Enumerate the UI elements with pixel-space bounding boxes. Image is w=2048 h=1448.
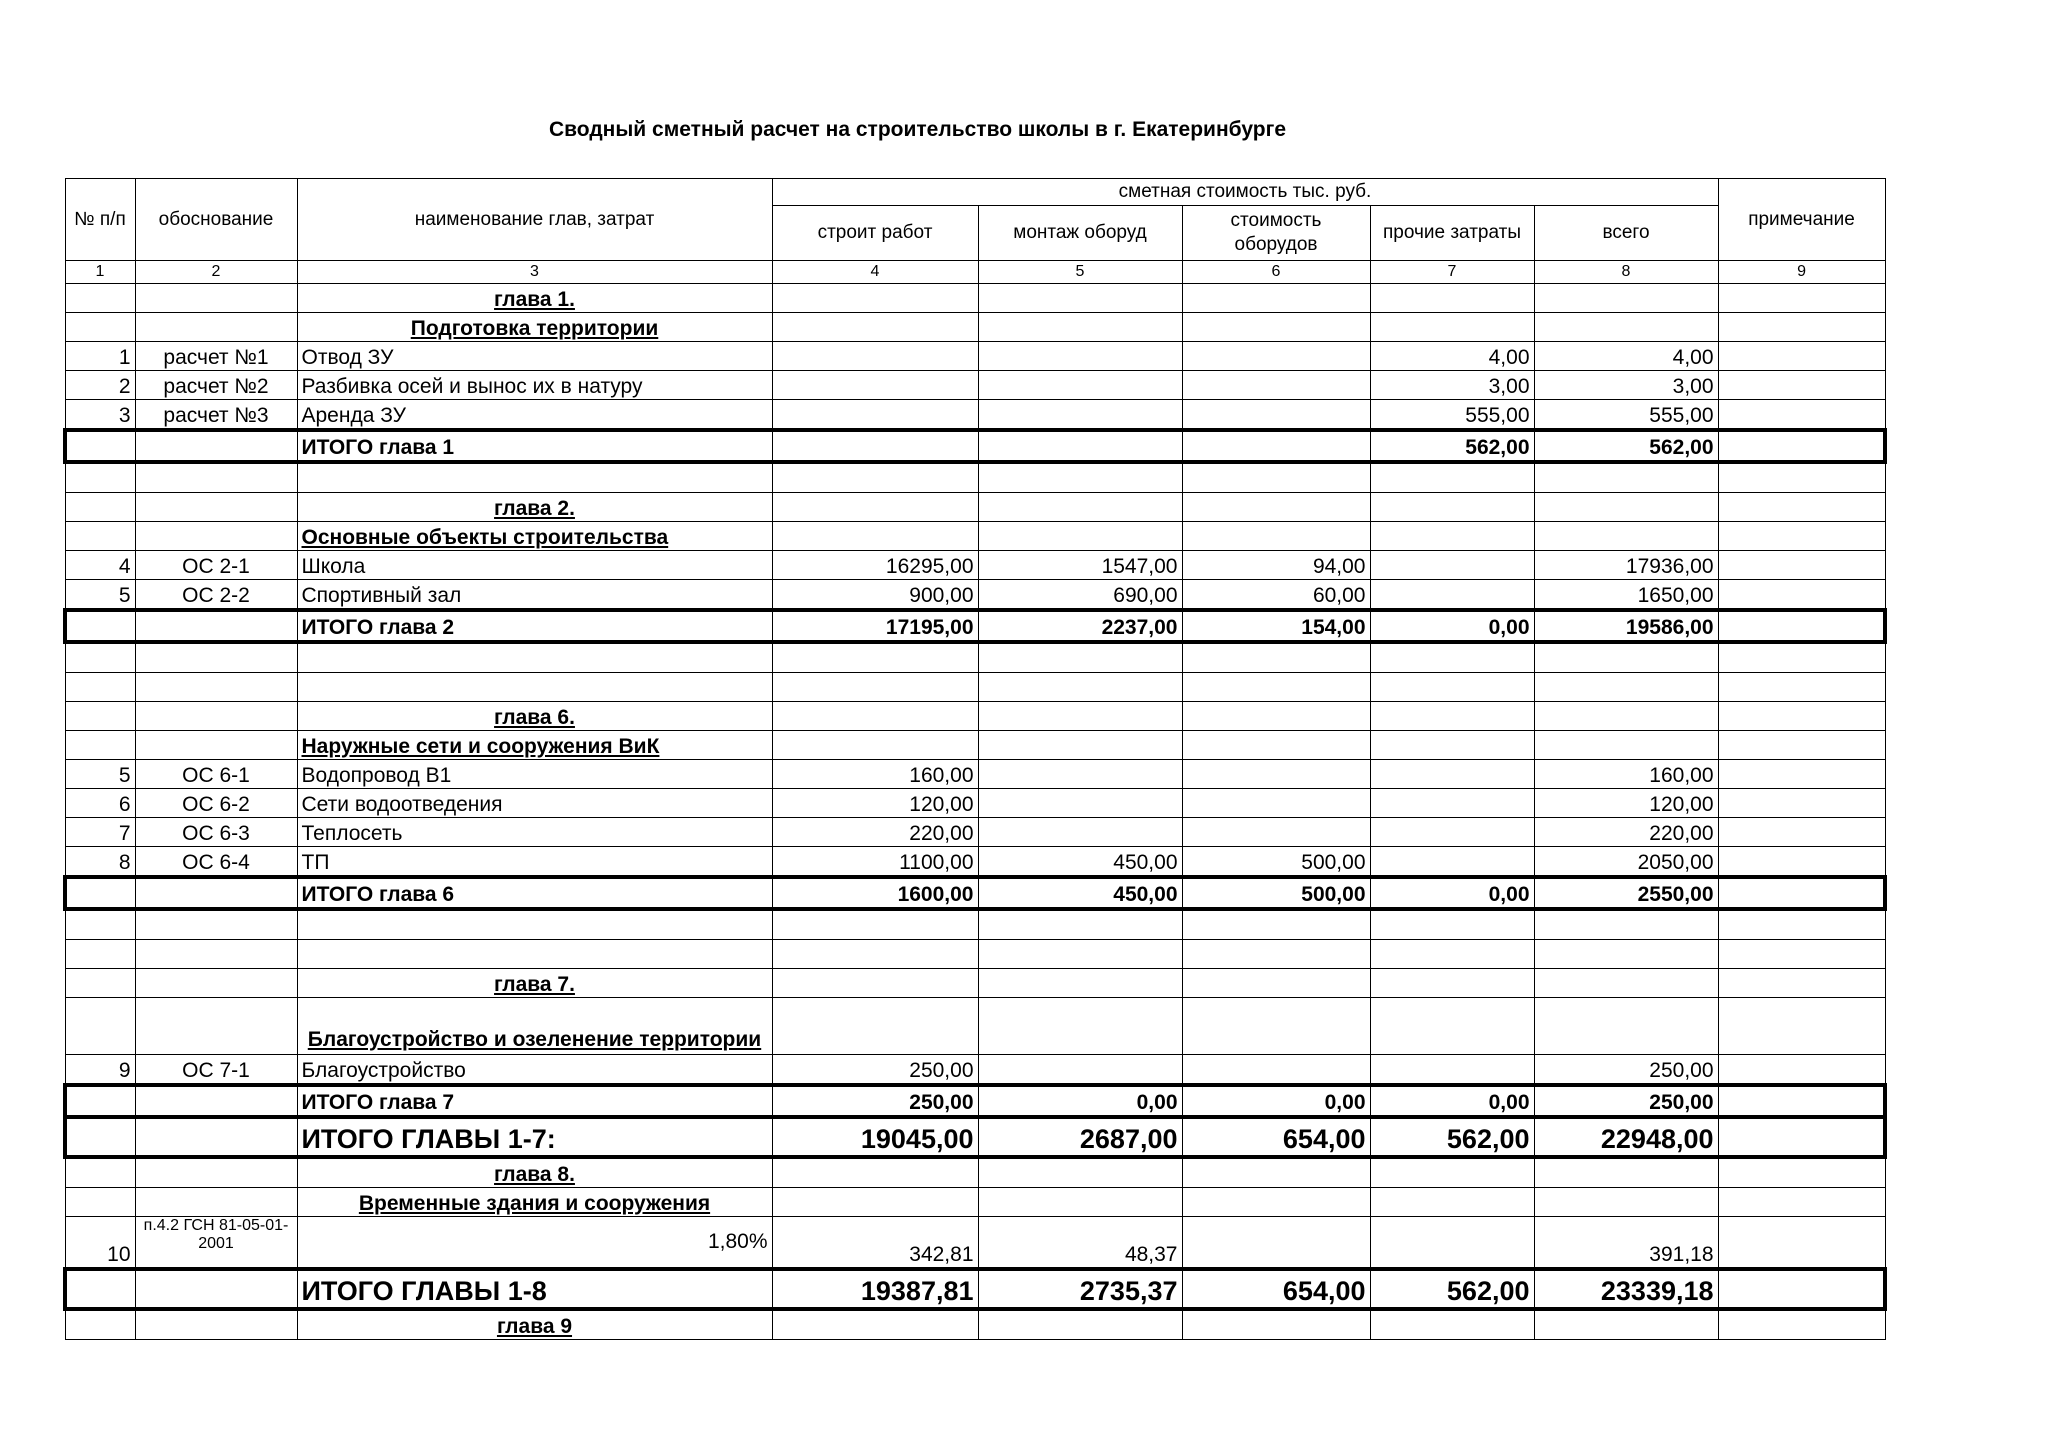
chapter1-subtitle: Подготовка территории [410,317,659,340]
table-row [65,1217,1885,1270]
chapter8-subtitle: Временные здания и сооружения [358,1192,711,1215]
chapter7-subtitle: Благоустройство и озеленение территории [307,1028,762,1051]
row-installation: 1547,00 [978,551,1182,580]
total-construction: 19387,81 [772,1269,978,1309]
chapter2-title: глава 2. [494,497,575,520]
empty-row [65,462,1885,493]
total-equipment: 0,00 [1182,1085,1370,1117]
row-num: 1 [65,342,135,371]
table-row [65,1055,1885,1086]
row-num: 6 [65,789,135,818]
row-installation: 690,00 [978,580,1182,611]
total-construction: 1600,00 [772,877,978,909]
colnum: 9 [1718,261,1885,284]
total-other: 562,00 [1370,430,1534,462]
row-equipment [1182,1217,1370,1270]
empty-row [65,642,1885,673]
row-name: Сети водоотведения [297,789,772,818]
chapter-title-row [65,1309,1885,1340]
row-basis: ОС 6-1 [135,760,297,789]
header-note: примечание [1718,179,1885,261]
header-installation: монтаж оборуд [978,206,1182,261]
row-other [1370,580,1534,611]
chapter1-title: глава 1. [494,288,575,311]
header-other: прочие затраты [1370,206,1534,261]
chapter6-total-row [65,877,1885,909]
row-equipment [1182,1055,1370,1086]
row-name: Школа [297,551,772,580]
row-other [1370,847,1534,878]
row-other: 3,00 [1370,371,1534,400]
row-construction: 250,00 [772,1055,978,1086]
chapter1-total-row [65,430,1885,462]
total-installation: 450,00 [978,877,1182,909]
row-name: Аренда ЗУ [297,400,772,431]
row-name: Спортивный зал [297,580,772,611]
row-construction: 1100,00 [772,847,978,878]
row-equipment [1182,371,1370,400]
total-label: ИТОГО глава 1 [297,430,772,462]
header-cost-group: сметная стоимость тыс. руб. [772,179,1718,206]
colnum: 7 [1370,261,1534,284]
chapter8-title: глава 8. [494,1163,575,1186]
row-construction [772,400,978,431]
chapter9-title: глава 9 [496,1315,573,1338]
row-total: 250,00 [1534,1055,1718,1086]
chapter6-subtitle: Наружные сети и сооружения ВиК [301,735,660,758]
row-installation: 48,37 [978,1217,1182,1270]
header-row-top [65,179,1885,206]
total-equipment: 500,00 [1182,877,1370,909]
row-basis: ОС 2-1 [135,551,297,580]
row-equipment: 94,00 [1182,551,1370,580]
row-installation [978,342,1182,371]
row-construction [772,371,978,400]
total-label: ИТОГО ГЛАВЫ 1-7: [297,1117,772,1157]
chapter-title-row [65,1157,1885,1188]
row-num: 9 [65,1055,135,1086]
row-basis: п.4.2 ГСН 81-05-01-2001 [135,1217,297,1270]
chapter6-title: глава 6. [494,706,575,729]
total-label: ИТОГО глава 6 [297,877,772,909]
chapter7-title: глава 7. [494,973,575,996]
row-note [1718,580,1885,611]
total-all: 19586,00 [1534,610,1718,642]
header-basis: обоснование [135,179,297,261]
row-equipment [1182,342,1370,371]
row-name: ТП [297,847,772,878]
estimate-table [63,178,1887,1340]
row-construction: 160,00 [772,760,978,789]
table-row [65,400,1885,431]
row-total: 220,00 [1534,818,1718,847]
row-total: 160,00 [1534,760,1718,789]
chapter-title-row [65,284,1885,313]
row-note [1718,400,1885,431]
row-num: 3 [65,400,135,431]
row-name: 1,80% [297,1217,772,1270]
row-name: Водопровод В1 [297,760,772,789]
table-row [65,789,1885,818]
row-equipment [1182,789,1370,818]
chapter-title-row [65,702,1885,731]
row-other [1370,789,1534,818]
total-equipment [1182,430,1370,462]
total-label: ИТОГО ГЛАВЫ 1-8 [297,1269,772,1309]
header-num: № п/п [65,179,135,261]
row-note [1718,1217,1885,1270]
table-row [65,371,1885,400]
row-construction: 120,00 [772,789,978,818]
row-installation [978,1055,1182,1086]
total-chapters-1-7-row [65,1117,1885,1157]
row-basis: расчет №1 [135,342,297,371]
row-construction [772,342,978,371]
total-other: 0,00 [1370,1085,1534,1117]
colnum: 2 [135,261,297,284]
header-construction: строит работ [772,206,978,261]
row-num: 10 [65,1217,135,1270]
row-installation [978,371,1182,400]
row-equipment [1182,400,1370,431]
row-num: 5 [65,580,135,611]
empty-row [65,909,1885,940]
table-row [65,818,1885,847]
row-name: Разбивка осей и вынос их в натуру [297,371,772,400]
row-equipment: 500,00 [1182,847,1370,878]
total-label: ИТОГО глава 7 [297,1085,772,1117]
page-title: Сводный сметный расчет на строительство школы в г. Екатеринбурге [549,118,1286,141]
header-equipment: стоимость оборудов [1182,206,1370,261]
row-other [1370,1217,1534,1270]
table-row [65,551,1885,580]
row-total: 3,00 [1534,371,1718,400]
total-label: ИТОГО глава 2 [297,610,772,642]
chapter-title-row [65,969,1885,998]
row-basis: ОС 6-3 [135,818,297,847]
row-note [1718,847,1885,878]
total-equipment: 154,00 [1182,610,1370,642]
row-total: 17936,00 [1534,551,1718,580]
row-total: 1650,00 [1534,580,1718,611]
row-num: 5 [65,760,135,789]
row-installation: 450,00 [978,847,1182,878]
row-num: 4 [65,551,135,580]
table-row [65,760,1885,789]
row-note [1718,789,1885,818]
row-note [1718,371,1885,400]
colnum: 1 [65,261,135,284]
total-other: 0,00 [1370,877,1534,909]
total-installation: 2237,00 [978,610,1182,642]
row-name: Благоустройство [297,1055,772,1086]
row-installation [978,818,1182,847]
row-other [1370,818,1534,847]
total-all: 250,00 [1534,1085,1718,1117]
row-total: 555,00 [1534,400,1718,431]
total-all: 23339,18 [1534,1269,1718,1309]
colnum: 8 [1534,261,1718,284]
row-total: 2050,00 [1534,847,1718,878]
row-basis: ОС 7-1 [135,1055,297,1086]
row-construction: 16295,00 [772,551,978,580]
chapter-title-row [65,493,1885,522]
total-installation [978,430,1182,462]
total-chapters-1-8-row [65,1269,1885,1309]
total-all: 2550,00 [1534,877,1718,909]
total-all: 22948,00 [1534,1117,1718,1157]
total-other: 562,00 [1370,1117,1534,1157]
total-installation: 2735,37 [978,1269,1182,1309]
total-other: 562,00 [1370,1269,1534,1309]
row-basis: расчет №2 [135,371,297,400]
row-basis: ОС 6-4 [135,847,297,878]
total-other: 0,00 [1370,610,1534,642]
row-construction: 342,81 [772,1217,978,1270]
row-total: 120,00 [1534,789,1718,818]
row-note [1718,760,1885,789]
row-num: 7 [65,818,135,847]
row-name: Отвод ЗУ [297,342,772,371]
empty-row [65,940,1885,969]
row-construction: 220,00 [772,818,978,847]
total-installation: 0,00 [978,1085,1182,1117]
total-installation: 2687,00 [978,1117,1182,1157]
table-row [65,342,1885,371]
row-other [1370,1055,1534,1086]
chapter7-total-row [65,1085,1885,1117]
row-note [1718,551,1885,580]
row-construction: 900,00 [772,580,978,611]
colnum: 6 [1182,261,1370,284]
row-num: 8 [65,847,135,878]
row-equipment: 60,00 [1182,580,1370,611]
row-name: Теплосеть [297,818,772,847]
chapter-subtitle-row [65,998,1885,1055]
chapter2-total-row [65,610,1885,642]
row-other: 4,00 [1370,342,1534,371]
total-all: 562,00 [1534,430,1718,462]
row-basis: ОС 2-2 [135,580,297,611]
row-equipment [1182,818,1370,847]
row-equipment [1182,760,1370,789]
total-equipment: 654,00 [1182,1269,1370,1309]
table-row [65,847,1885,878]
row-installation [978,789,1182,818]
chapter-subtitle-row [65,522,1885,551]
chapter-subtitle-row [65,731,1885,760]
row-other: 555,00 [1370,400,1534,431]
row-other [1370,551,1534,580]
chapter2-subtitle: Основные объекты строительства [301,526,669,549]
row-num: 2 [65,371,135,400]
total-construction: 17195,00 [772,610,978,642]
row-basis: расчет №3 [135,400,297,431]
chapter-subtitle-row [65,313,1885,342]
row-note [1718,342,1885,371]
row-total: 4,00 [1534,342,1718,371]
row-note [1718,818,1885,847]
colnum: 4 [772,261,978,284]
total-construction: 19045,00 [772,1117,978,1157]
colnum: 3 [297,261,772,284]
total-construction: 250,00 [772,1085,978,1117]
row-total: 391,18 [1534,1217,1718,1270]
column-numbers-row [65,261,1885,284]
table-row [65,580,1885,611]
chapter-subtitle-row [65,1188,1885,1217]
header-name: наименование глав, затрат [297,179,772,261]
empty-row [65,673,1885,702]
row-basis: ОС 6-2 [135,789,297,818]
row-note [1718,1055,1885,1086]
row-other [1370,760,1534,789]
row-installation [978,400,1182,431]
total-construction [772,430,978,462]
row-installation [978,760,1182,789]
total-equipment: 654,00 [1182,1117,1370,1157]
header-total: всего [1534,206,1718,261]
colnum: 5 [978,261,1182,284]
